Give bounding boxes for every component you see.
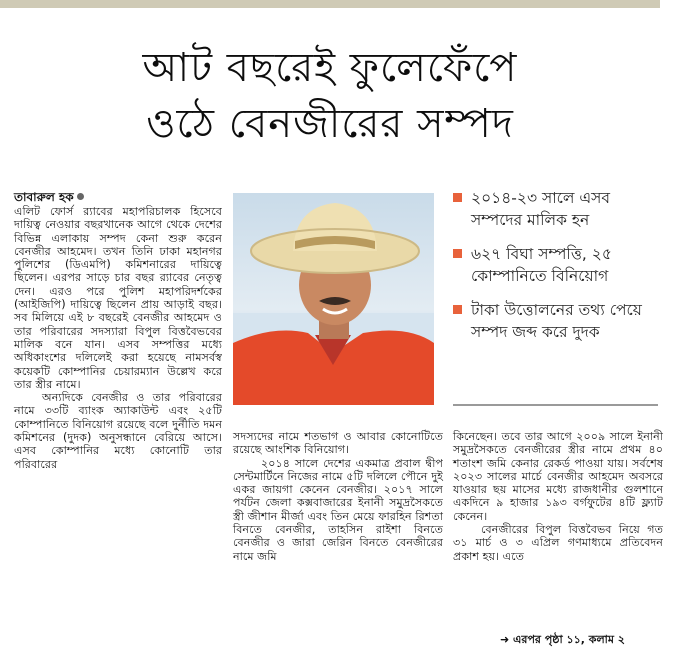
divider bbox=[453, 404, 658, 406]
highlight-item: ৬২৭ বিঘা সম্পত্তি, ২৫ কোম্পানিতে বিনিয়োগ bbox=[453, 243, 663, 287]
portrait-illustration bbox=[233, 193, 434, 405]
square-bullet-icon bbox=[453, 249, 462, 258]
continuation-note: ➜ এরপর পৃষ্ঠা ১১, কলাম ২ bbox=[500, 633, 625, 646]
paragraph: ২০১৪ সালে দেশের একমাত্র প্রবাল দ্বীপ সেন্টমার্টিনে নিজের নামে ৫টি দলিলে পৌনে দুই একর জায়গা কেনেন বেনজীর। ২০১৭ সালে পর্যটন জেলা কক্সবাজারের ইনানী সমুদ্রসৈকতে স্ত্রী জীশান মীর্জা এবং তিন মেয়ে ফারহিন রিশতা বিনতে বেনজীর, তাহসিন রাইশা বিনতে বেনজীর ও জারা জেরিন বিনতে বেনজীরের নামে জমি bbox=[233, 456, 443, 563]
headline bbox=[20, 40, 640, 152]
article-column-2 bbox=[233, 430, 443, 563]
square-bullet-icon bbox=[453, 193, 462, 202]
highlight-item: টাকা উত্তোলনের তথ্য পেয়ে সম্পদ জব্দ করে দুদক bbox=[453, 299, 663, 343]
headline-line-2: ওঠে বেনজীরের সম্পদ bbox=[146, 101, 514, 147]
arrow-icon: ➜ bbox=[500, 633, 514, 646]
portrait-photo bbox=[233, 193, 434, 405]
byline-dot-icon bbox=[77, 193, 84, 200]
paragraph: এলিট ফোর্স র‍্যাবের মহাপরিচালক হিসেবে দায়িত্ব নেওয়ার বছরখানেক আগে থেকে দেশের বিভিন্ন এলাকায় সম্পদ কেনা শুরু করেন বেনজীর আহমেদ। তখন তিনি ঢাকা মহানগর পুলিশের (ডিএমপি) কমিশনারের দায়িত্বে ছিলেন। এরপর সাড়ে চার বছর র‍্যাবের নেতৃত্ব দেন। এরও পরে পুলিশ মহাপরিদর্শকের (আইজিপি) দায়িত্বে ছিলেন প্রায় আড়াই বছর। সব মিলিয়ে এই ৮ বছরেই বেনজীর আহমেদ ও তার পরিবারের সদস্যারা বিপুল বিত্তবৈভবের মালিক বনে যান। এসব সম্পত্তির মধ্যে অধিকাংশের দলিলেই করা হয়েছে নামসর্বস্ব কয়েকটি কোম্পানির চেয়ারম্যান উল্লেখ করে তার স্ত্রীর নামে। bbox=[14, 205, 222, 391]
headline-line-1: আট বছরেই ফুলেফেঁপে bbox=[142, 45, 518, 91]
highlights-box bbox=[453, 187, 663, 355]
paragraph: কিনেছেন। তবে তার আগে ২০০৯ সালে ইনানী সমুদ্রসৈকতে বেনজীরের স্ত্রীর নামে প্রথম ৪০ শতাংশ জমি কেনার রেকর্ড পাওয়া যায়। সর্বশেষ ২০২৩ সালের মার্চে বেনজীর আহমেদ অবসরে যাওয়ার ছয় মাসের মধ্যে রাজধানীর গুলশানে একদিনে ৯ হাজার ১৯৩ বর্গফুটের ৪টি ফ্ল্যাট কেনেন। bbox=[453, 430, 663, 523]
top-band bbox=[0, 0, 660, 8]
highlight-item: ২০১৪-২৩ সালে এসব সম্পদের মালিক হন bbox=[453, 187, 663, 231]
byline: তাবারুল হক bbox=[14, 190, 222, 205]
paragraph: সদস্যদের নামে শতভাগ ও আবার কোনোটিতে রয়েছে আংশিক বিনিয়োগ। bbox=[233, 430, 443, 457]
article-column-1 bbox=[14, 190, 222, 471]
article-column-3 bbox=[453, 430, 663, 563]
square-bullet-icon bbox=[453, 305, 462, 314]
paragraph: বেনজীরের বিপুল বিত্তবৈভব নিয়ে গত ৩১ মার্চ ও ৩ এপ্রিল গণমাধ্যমে প্রতিবেদন প্রকাশ হয়। এতে bbox=[453, 523, 663, 563]
paragraph: অন্যদিকে বেনজীর ও তার পরিবারের নামে ৩৩টি ব্যাংক অ্যাকাউন্ট এবং ২৫টি কোম্পানিতে বিনিয়োগ রয়েছে বলে দুর্নীতি দমন কমিশনের (দুদক) অনুসন্ধানে বেরিয়ে আসে। এসব কোম্পানির মধ্যে কোনোটি তার পরিবারের bbox=[14, 391, 222, 471]
